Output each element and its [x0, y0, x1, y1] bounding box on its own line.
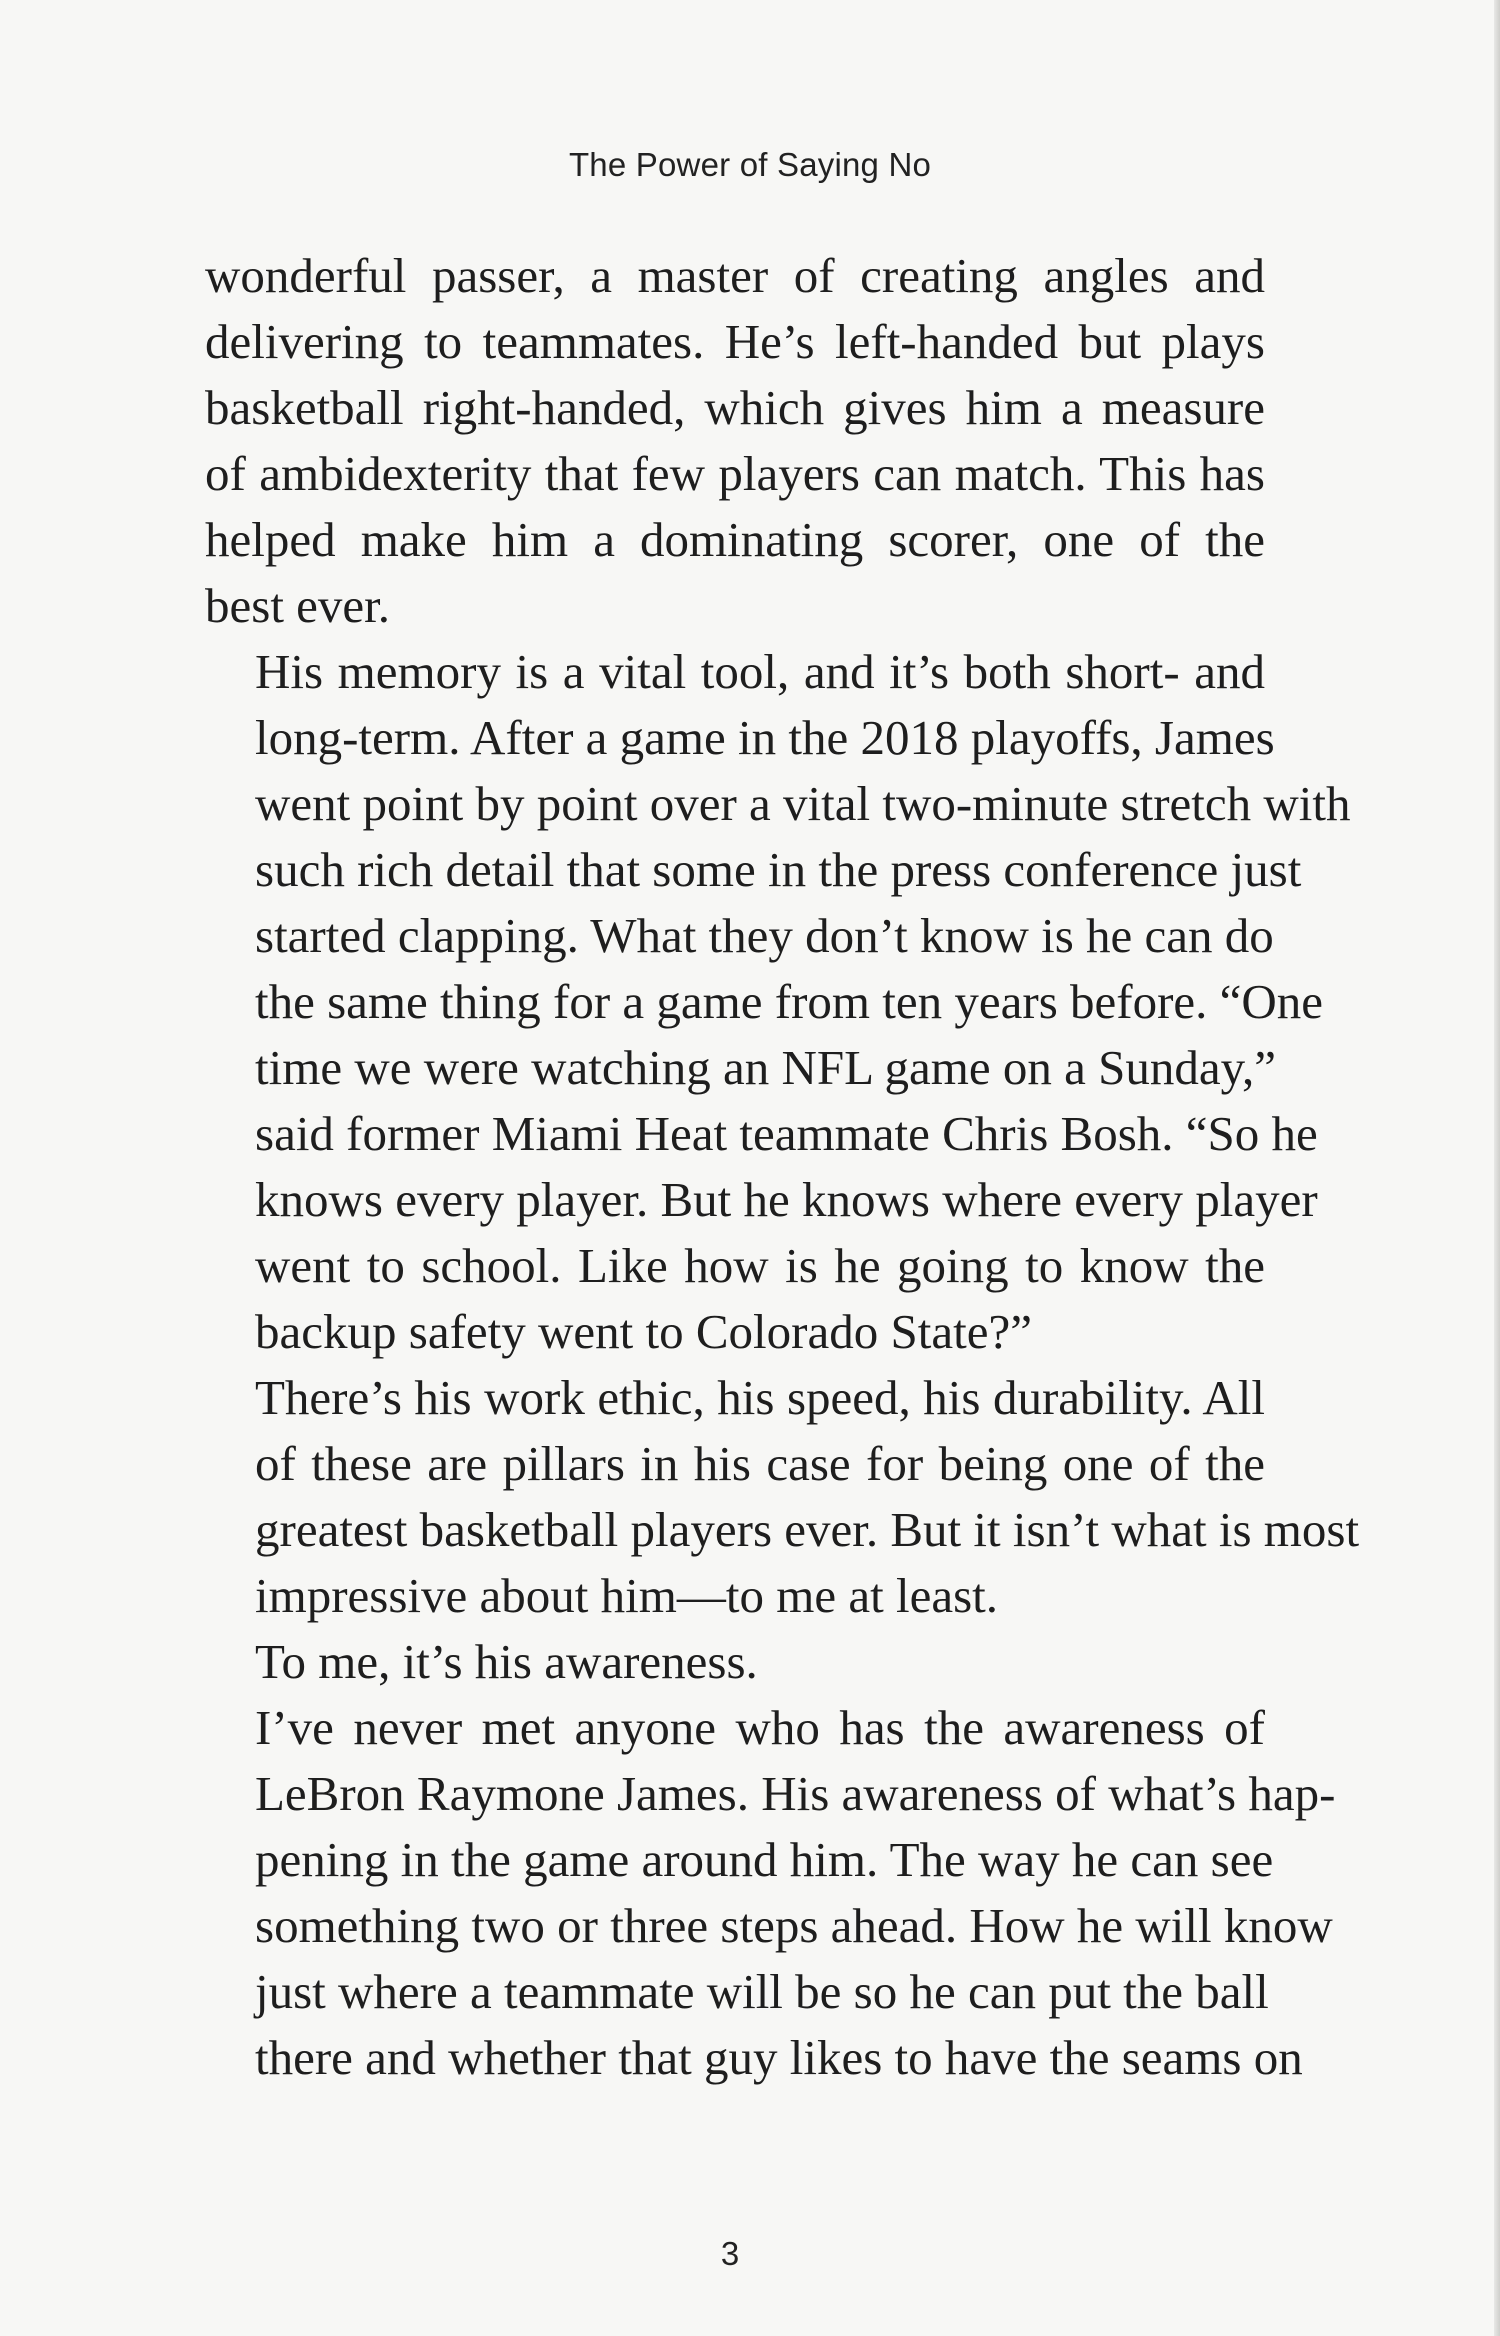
page-edge [1494, 0, 1500, 2336]
text-line: something two or three steps ahead. How he will know [255, 1898, 1333, 1953]
paragraph-1 [205, 243, 1265, 639]
text-line: long-term. After a game in the 2018 playoffs, James [255, 710, 1275, 765]
text-line: backup safety went to Colorado State?” [255, 1304, 1032, 1359]
text-line: the same thing for a game from ten years before. “One [255, 974, 1324, 1029]
text-line: impressive about him—to me at least. [255, 1568, 999, 1623]
text-line: greatest basketball players ever. But it isn’t what is most [255, 1502, 1360, 1557]
paragraph-2 [205, 639, 1351, 1365]
text-line: There’s his work ethic, his speed, his durability. All [255, 1370, 1265, 1425]
text-line: knows every player. But he knows where every player [255, 1172, 1318, 1227]
text-line: His memory is a vital tool, and it’s both short- and [255, 644, 1265, 699]
text-line: such rich detail that some in the press conference just [255, 842, 1302, 897]
text-line: basketball right-handed, which gives him a measure [205, 380, 1265, 435]
text-line: started clapping. What they don’t know is he can do [255, 908, 1274, 963]
paragraph-3 [205, 1365, 1360, 1629]
text-line: just where a teammate will be so he can put the ball [255, 1964, 1269, 2019]
text-line: delivering to teammates. He’s left-handed but plays [205, 314, 1265, 369]
body-text [205, 243, 1360, 2091]
text-line: best ever. [205, 578, 391, 633]
text-line: To me, it’s his awareness. [255, 1634, 758, 1689]
text-line: of ambidexterity that few players can match. This has [205, 446, 1265, 501]
text-line: wonderful passer, a master of creating angles and [205, 248, 1265, 303]
text-line: time we were watching an NFL game on a Sunday,” [255, 1040, 1276, 1095]
paragraph-5 [205, 1695, 1336, 2091]
page-number: 3 [720, 2235, 740, 2272]
text-line: said former Miami Heat teammate Chris Bosh. “So he [255, 1106, 1318, 1161]
running-head: The Power of Saying No [568, 146, 932, 183]
text-line: LeBron Raymone James. His awareness of what’s hap- [255, 1766, 1336, 1821]
paragraph-4 [205, 1629, 1265, 1695]
text-line: pening in the game around him. The way he can see [255, 1832, 1274, 1887]
text-line: there and whether that guy likes to have the seams on [255, 2030, 1303, 2085]
text-line: went to school. Like how is he going to know the [255, 1238, 1265, 1293]
text-line: helped make him a dominating scorer, one of the [205, 512, 1265, 567]
text-line: went point by point over a vital two-minute stretch with [255, 776, 1351, 831]
text-line: of these are pillars in his case for being one of the [255, 1436, 1265, 1491]
text-line: I’ve never met anyone who has the awareness of [255, 1700, 1265, 1755]
